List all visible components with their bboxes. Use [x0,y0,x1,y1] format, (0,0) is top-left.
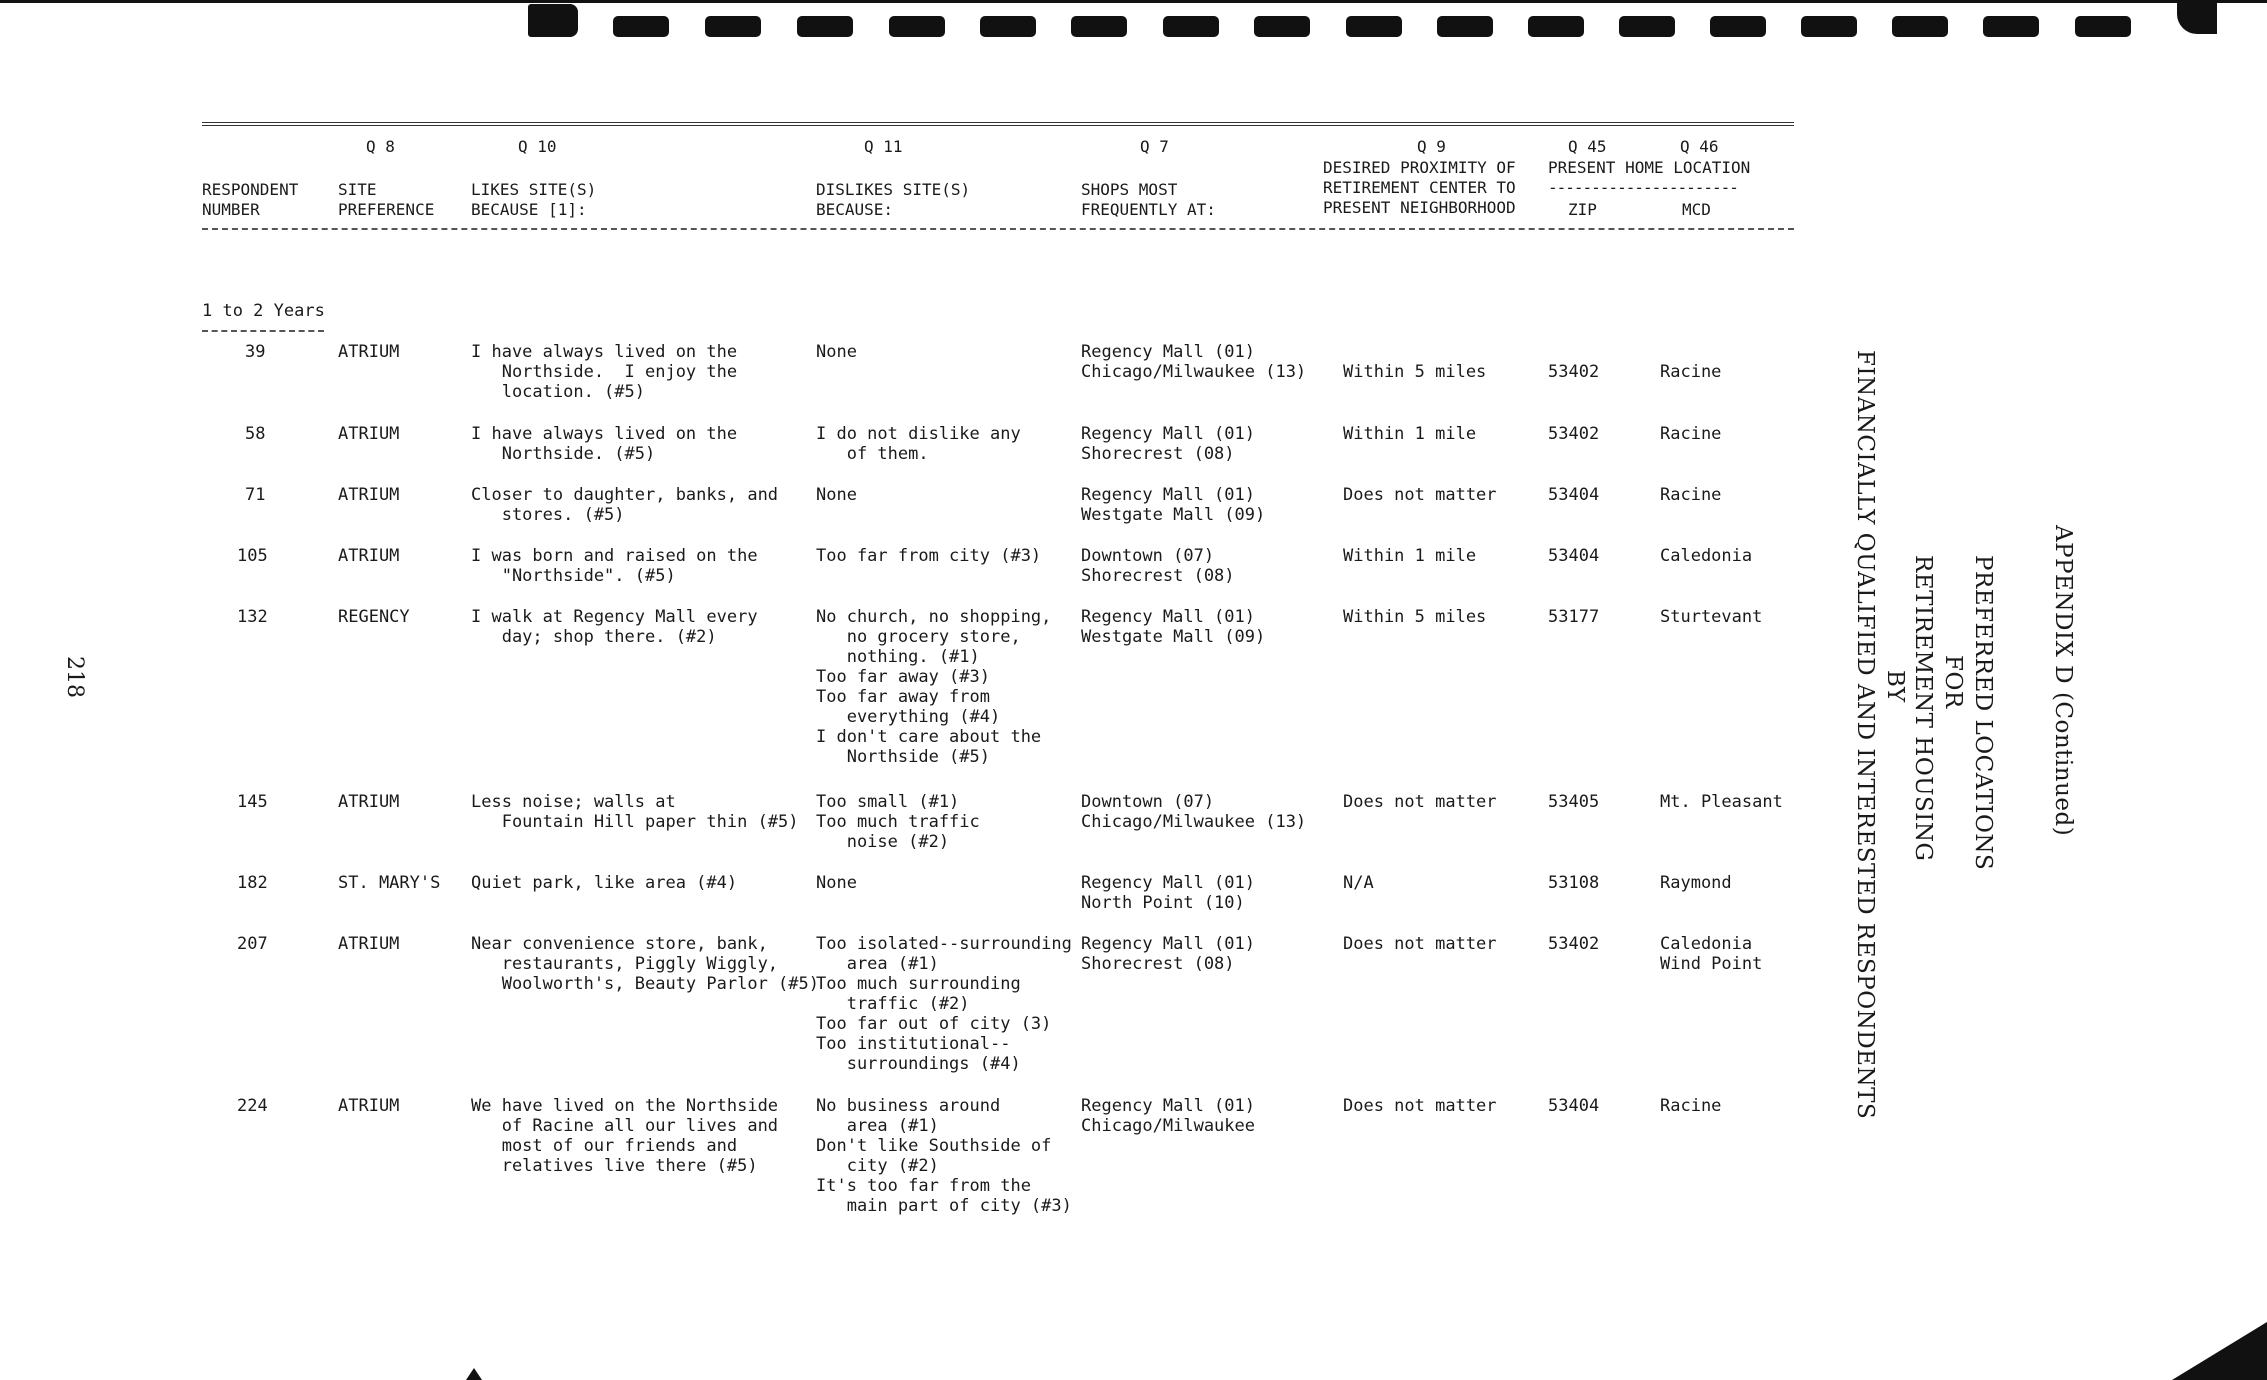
cell-likes: I have always lived on the Northside. (#5) [471,424,738,464]
cell-respondent: 224 [237,1096,268,1116]
cell-likes: Closer to daughter, banks, and stores. (#5) [471,485,779,525]
feed-hole [1437,16,1493,37]
title-line: FOR [1940,655,1966,709]
cell-respondent: 182 [237,873,268,893]
feed-hole [980,16,1036,37]
registration-mark [466,1368,482,1380]
cell-respondent: 105 [237,546,268,566]
cell-respondent: 145 [237,792,268,812]
header-respondent-number: RESPONDENT NUMBER [202,180,299,219]
cell-mcd: Racine [1660,485,1722,505]
feed-hole [613,16,669,37]
cell-mcd: Caledonia Wind Point [1660,934,1763,974]
cell-zip: 53404 [1548,1096,1600,1116]
cell-site: ATRIUM [338,934,400,954]
cell-likes: Near convenience store, bank, restaurants, Piggly Wiggly, Woolworth's, Beauty Parlor (#5) [471,934,819,994]
cell-likes: Less noise; walls at Fountain Hill paper thin (#5) [471,792,799,832]
cell-proximity: Within 1 mile [1343,424,1477,444]
title-line: PREFERRED LOCATIONS [1970,555,1996,871]
header-proximity: DESIRED PROXIMITY OF RETIREMENT CENTER TO PRESENT NEIGHBORHOOD [1323,158,1516,217]
cell-mcd: Racine [1660,424,1722,444]
feed-hole [1528,16,1584,37]
cell-site: ATRIUM [338,1096,400,1116]
header-q46: Q 46 [1680,137,1719,156]
cell-site: REGENCY [338,607,410,627]
cell-respondent: 132 [237,607,268,627]
cell-zip: 53404 [1548,546,1600,566]
cell-site: ATRIUM [338,485,400,505]
appendix-title-block [1852,320,2100,1120]
corner-tear [2177,0,2217,34]
feed-hole [705,16,761,37]
header-bottom-rule [202,228,1794,230]
cell-respondent: 58 [245,424,266,444]
corner-fold [2172,1322,2267,1380]
feed-hole [1710,16,1766,37]
cell-proximity: Does not matter [1343,1096,1497,1116]
cell-site: ATRIUM [338,546,400,566]
cell-mcd: Racine [1660,362,1722,382]
cell-mcd: Sturtevant [1660,607,1763,627]
cell-likes: I have always lived on the Northside. I enjoy the location. (#5) [471,342,738,402]
title-line: FINANCIALLY QUALIFIED AND INTERESTED RESPONDENTS [1852,350,1878,1120]
section-underline [202,330,324,332]
header-q10: Q 10 [518,137,557,156]
feed-hole [1983,16,2039,37]
title-line: BY [1882,670,1908,703]
header-present-home-rule: ---------------------- [1548,178,1738,197]
cell-dislikes: None [816,485,857,505]
cell-shops: Regency Mall (01) North Point (10) [1081,873,1255,913]
header-q8: Q 8 [366,137,395,156]
header-mcd: MCD [1682,200,1711,219]
cell-shops: Downtown (07) Shorecrest (08) [1081,546,1235,586]
cell-site: ATRIUM [338,342,400,362]
cell-proximity: Within 5 miles [1343,607,1487,627]
title-line: RETIREMENT HOUSING [1910,555,1936,862]
feed-hole [1346,16,1402,37]
cell-proximity: Does not matter [1343,934,1497,954]
cell-respondent: 207 [237,934,268,954]
cell-shops: Regency Mall (01) Shorecrest (08) [1081,424,1255,464]
cell-dislikes: Too isolated--surrounding area (#1) Too much surrounding traffic (#2) Too far out of city (3) Too institutional-- surroundings (#4) [816,934,1072,1074]
cell-respondent: 71 [245,485,266,505]
feed-hole [528,4,578,37]
cell-dislikes: None [816,873,857,893]
header-likes-site: LIKES SITE(S) BECAUSE [1]: [471,180,597,219]
cell-likes: I was born and raised on the "Northside". (#5) [471,546,758,586]
cell-shops: Regency Mall (01) Westgate Mall (09) [1081,485,1266,525]
cell-shops: Downtown (07) Chicago/Milwaukee (13) [1081,792,1307,832]
cell-respondent: 39 [245,342,266,362]
cell-proximity: Within 5 miles [1343,362,1487,382]
paper-edge [0,0,2267,3]
header-present-home: PRESENT HOME LOCATION [1548,158,1751,177]
cell-likes: Quiet park, like area (#4) [471,873,738,893]
feed-hole [1619,16,1675,37]
cell-mcd: Caledonia [1660,546,1753,566]
cell-zip: 53177 [1548,607,1600,627]
header-double-rule [202,122,1794,126]
feed-hole [889,16,945,37]
cell-shops: Regency Mall (01) Chicago/Milwaukee (13) [1081,342,1307,382]
feed-hole [1801,16,1857,37]
cell-shops: Regency Mall (01) Shorecrest (08) [1081,934,1255,974]
cell-dislikes: None [816,342,857,362]
appendix-heading: APPENDIX D (Continued) [2050,525,2076,837]
header-q9: Q 9 [1417,137,1446,156]
feed-hole [797,16,853,37]
cell-dislikes: Too small (#1) Too much traffic noise (#2) [816,792,980,852]
cell-dislikes: No business around area (#1) Don't like Southside of city (#2) It's too far from the main part of city (#3) [816,1096,1072,1216]
header-shops: SHOPS MOST FREQUENTLY AT: [1081,180,1216,219]
cell-zip: 53404 [1548,485,1600,505]
cell-zip: 53402 [1548,424,1600,444]
cell-shops: Regency Mall (01) Westgate Mall (09) [1081,607,1266,647]
feed-hole [2075,16,2131,37]
cell-likes: I walk at Regency Mall every day; shop there. (#2) [471,607,758,647]
cell-site: ATRIUM [338,792,400,812]
page-number: 218 [62,656,87,698]
cell-zip: 53405 [1548,792,1600,812]
cell-zip: 53402 [1548,934,1600,954]
cell-zip: 53402 [1548,362,1600,382]
cell-mcd: Racine [1660,1096,1722,1116]
cell-dislikes: I do not dislike any of them. [816,424,1021,464]
cell-proximity: Within 1 mile [1343,546,1477,566]
header-q7: Q 7 [1140,137,1169,156]
cell-likes: We have lived on the Northside of Racine all our lives and most of our friends and relatives live there (#5) [471,1096,779,1176]
cell-dislikes: Too far from city (#3) [816,546,1042,566]
cell-site: ST. MARY'S [338,873,441,893]
feed-hole [1892,16,1948,37]
cell-dislikes: No church, no shopping, no grocery store, nothing. (#1) Too far away (#3) Too far away from everything (#4) I don't care about the Northside (#5) [816,607,1052,767]
feed-hole [1163,16,1219,37]
header-dislikes-site: DISLIKES SITE(S) BECAUSE: [816,180,971,219]
header-site-preference: SITE PREFERENCE [338,180,435,219]
cell-mcd: Raymond [1660,873,1732,893]
feed-hole [1254,16,1310,37]
cell-zip: 53108 [1548,873,1600,893]
tractor-feed-strip [0,0,2267,42]
cell-proximity: N/A [1343,873,1374,893]
cell-proximity: Does not matter [1343,792,1497,812]
cell-mcd: Mt. Pleasant [1660,792,1783,812]
cell-proximity: Does not matter [1343,485,1497,505]
section-label: 1 to 2 Years [202,301,325,321]
header-zip: ZIP [1568,200,1597,219]
cell-site: ATRIUM [338,424,400,444]
header-q45: Q 45 [1568,137,1607,156]
cell-shops: Regency Mall (01) Chicago/Milwaukee [1081,1096,1255,1136]
feed-hole [1071,16,1127,37]
header-q11: Q 11 [864,137,903,156]
